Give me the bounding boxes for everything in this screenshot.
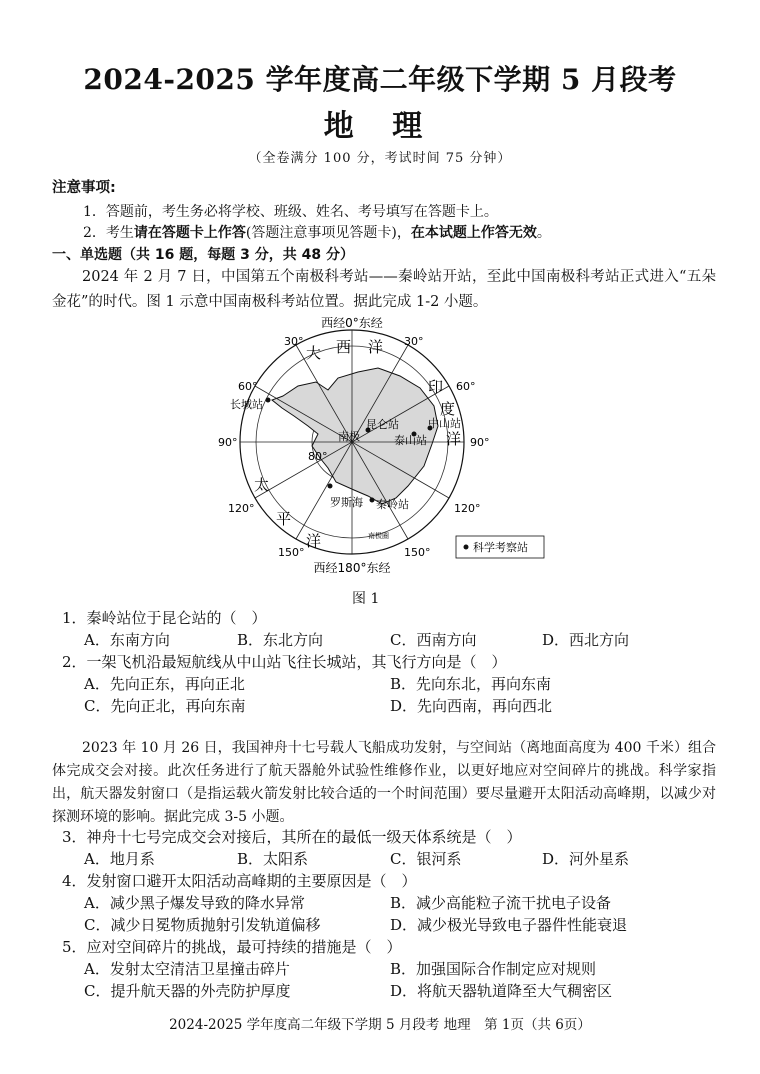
deg-150-left: 150° (278, 546, 305, 559)
ocean-char: 大 (306, 344, 322, 362)
antarctic-map (218, 316, 548, 586)
deg-90-left: 90° (218, 436, 238, 449)
deg-90-right: 90° (470, 436, 490, 449)
deg-60-left: 60° (238, 380, 258, 393)
instruction-item-1: 1．答题前，考生务必将学校、班级、姓名、考号填写在答题卡上。 (83, 204, 498, 220)
question-5-option-d: D．将航天器轨道降至大气稠密区 (390, 982, 613, 1000)
instruction-item-2-part-c: (答题注意事项见答题卡)， (245, 225, 411, 241)
instruction-item-2-part-e: 。 (536, 225, 551, 241)
map-bottom-label: 西经180°东经 (313, 561, 391, 575)
question-2-option-b: B．先向东北，再向东南 (390, 675, 552, 693)
small-map-label: 南极圈 (368, 532, 389, 540)
map-top-label: 西经0°东经 (321, 316, 383, 330)
instructions-header: 注意事项: (52, 180, 116, 196)
deg-120-right: 120° (454, 502, 481, 515)
deg-30-left: 30° (284, 335, 304, 348)
question-3-stem: 3．神舟十七号完成交会对接后，其所在的最低一级天体系统是（ ） (62, 828, 522, 846)
station-dot (328, 484, 333, 489)
exam-subject: 地 理 (323, 109, 437, 144)
question-3-option-c: C．银河系 (390, 850, 462, 868)
ocean-char: 印 (428, 378, 444, 396)
deg-80: 80° (308, 450, 328, 463)
question-5-stem: 5．应对空间碎片的挑战，最可持续的措施是（ ） (62, 938, 402, 956)
question-1-option-c: C．西南方向 (390, 631, 477, 649)
question-3-option-d: D．河外星系 (542, 850, 630, 868)
ocean-char: 西 (336, 338, 352, 356)
deg-60-right: 60° (456, 380, 476, 393)
ocean-char: 洋 (368, 338, 384, 356)
deg-120-left: 120° (228, 502, 255, 515)
question-4-option-b: B．减少高能粒子流干扰电子设备 (390, 894, 612, 912)
ocean-char: 洋 (446, 430, 462, 448)
station-taishan: 泰山站 (394, 434, 427, 447)
question-1-option-b: B．东北方向 (237, 631, 324, 649)
ocean-char: 太 (254, 476, 270, 494)
instruction-item-2-part-b: 请在答题卡上作答 (133, 225, 246, 241)
ocean-char: 平 (276, 510, 292, 528)
section-intro: 2024 年 2 月 7 日，中国第五个南极科考站——秦岭站开站，至此中国南极科考站正式进入“五朵金花”的时代。图 1 示意中国南极科考站位置。据此完成 1-2 小题。 (52, 269, 716, 310)
ocean-char: 洋 (306, 532, 322, 550)
question-3-option-b: B．太阳系 (237, 850, 309, 868)
deg-30-right: 30° (404, 335, 424, 348)
passage-2: 2023 年 10 月 26 日，我国神舟十七号载人飞船成功发射，与空间站（离地面高度为 400 千米）组合体完成交会对接。此次任务进行了航天器舱外试验性维修作业，以更好地应对空间碎片的挑战。科学家指出，航天器发射窗口（是指运载火箭发射比较合适的一个时间范围）要尽量避开太阳活动高峰期，以减少对探测环境的影响。据此完成 3-5 小题。 (52, 740, 716, 825)
exam-note: （全卷满分 100 分，考试时间 75 分钟） (248, 151, 512, 166)
section-header: 一、单选题（共 16 题，每题 3 分，共 48 分） (52, 247, 354, 263)
deg-150-right: 150° (404, 546, 431, 559)
question-4-option-d: D．减少极光导致电子器件性能衰退 (390, 916, 628, 934)
question-4-option-a: A．减少黑子爆发导致的降水异常 (84, 894, 305, 912)
question-2-option-c: C．先向正北，再向东南 (84, 697, 246, 715)
station-dot (266, 398, 271, 403)
figure-caption: 图 1 (352, 591, 380, 607)
ross-sea-label: 罗斯海 (330, 496, 363, 509)
south-pole-label: 南极 (338, 430, 360, 443)
instruction-item-2-part-a: 2．考生 (83, 225, 134, 241)
instruction-item-2 (83, 222, 551, 242)
question-1-option-d: D．西北方向 (542, 631, 630, 649)
exam-title: 2024-2025 学年度高二年级下学期 5 月段考 (83, 63, 677, 96)
station-kunlun: 昆仑站 (366, 418, 399, 431)
question-2-stem: 2．一架飞机沿最短航线从中山站飞往长城站，其飞行方向是（ ） (62, 653, 507, 671)
question-4-option-c: C．减少日冕物质抛射引发轨道偏移 (84, 916, 321, 934)
station-dot (370, 498, 375, 503)
question-5-option-a: A．发射太空清洁卫星撞击碎片 (84, 960, 290, 978)
station-zhongshan: 中山站 (428, 417, 461, 430)
question-2-option-d: D．先向西南，再向西北 (390, 697, 553, 715)
station-qinling: 秦岭站 (376, 498, 409, 511)
legend-station-dot (464, 545, 469, 550)
question-1-stem: 1．秦岭站位于昆仑站的（ ） (62, 609, 267, 627)
question-2-option-a: A．先向正东，再向正北 (84, 675, 245, 693)
question-3-option-a: A．地月系 (84, 850, 155, 868)
legend-label: 科学考察站 (473, 541, 528, 554)
question-5-option-b: B．加强国际合作制定应对规则 (390, 960, 597, 978)
question-1-option-a: A．东南方向 (84, 631, 170, 649)
station-changcheng: 长城站 (230, 398, 263, 411)
instruction-item-2-part-d: 在本试题上作答无效 (410, 225, 537, 241)
question-5-option-c: C．提升航天器的外壳防护厚度 (84, 982, 291, 1000)
ocean-char: 度 (440, 400, 456, 418)
page-footer: 2024-2025 学年度高二年级下学期 5 月段考 地理 第 1页（共 6页） (169, 1017, 591, 1033)
question-4-stem: 4．发射窗口避开太阳活动高峰期的主要原因是（ ） (62, 872, 417, 890)
